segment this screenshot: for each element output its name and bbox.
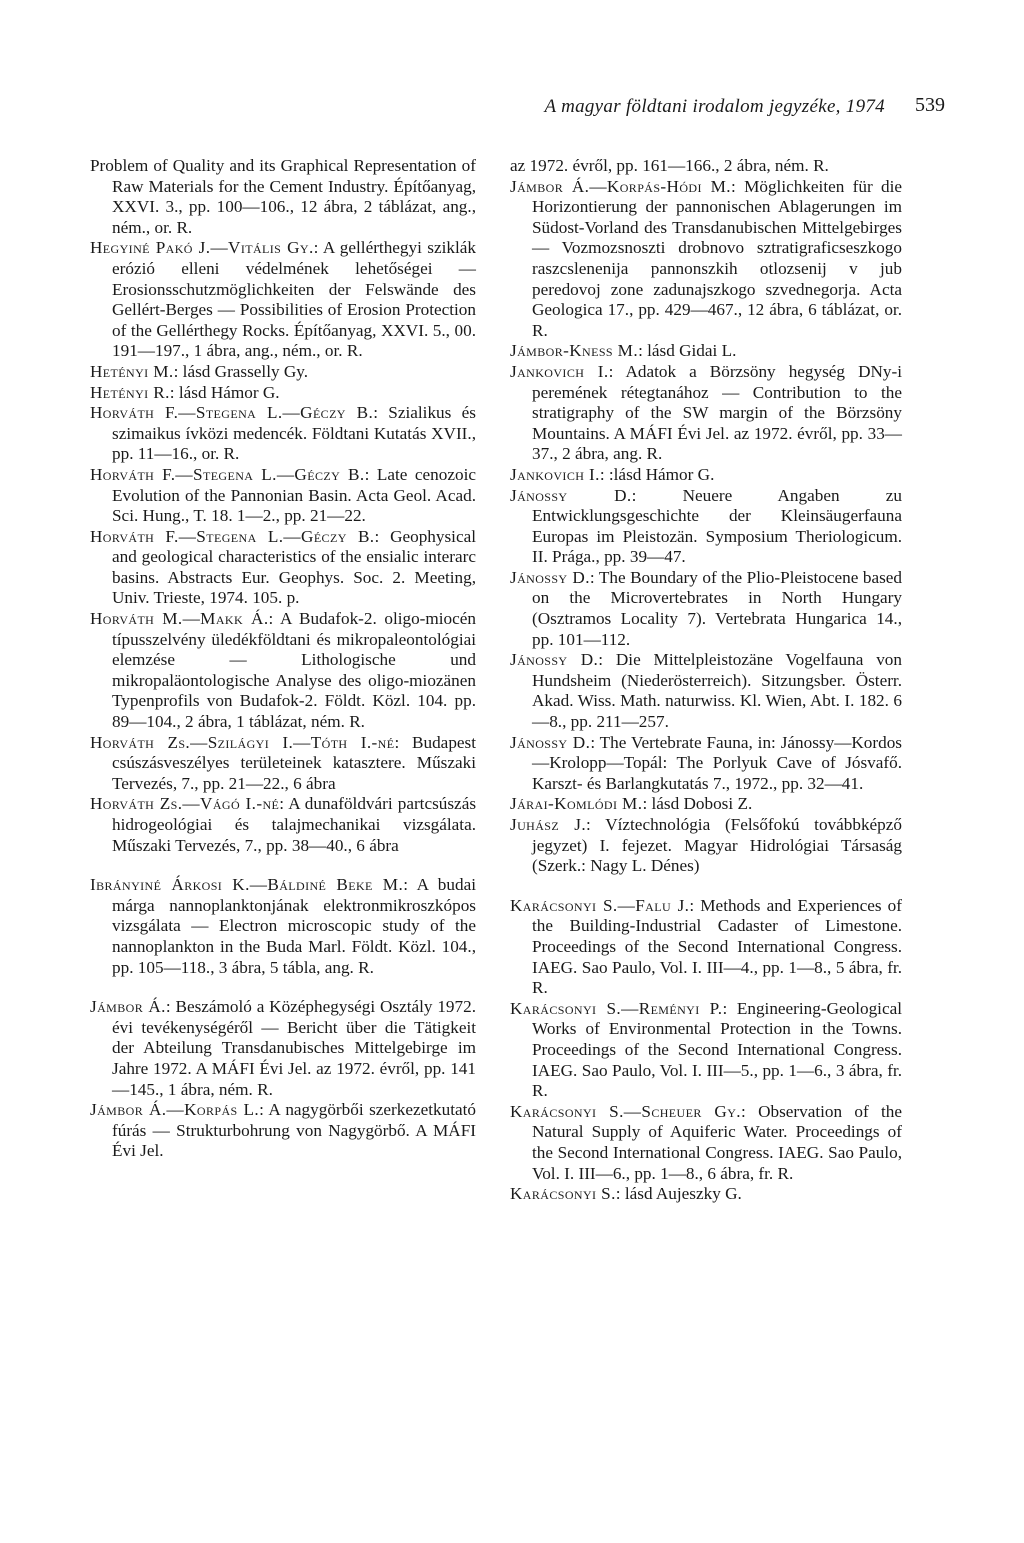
entry-text: : lásd Dobosi Z. <box>642 794 753 814</box>
bibliography-entry <box>90 238 476 362</box>
bibliography-entry <box>90 362 476 383</box>
entry-text: : The Vertebrate Fauna, in: Jánossy—Kordos—Krolopp—Topál: The Porlyuk Cave of Jósvafő. Karszt- és Barlangkutatás 7., 1972., pp. 32—41. <box>532 732 902 793</box>
entry-text: : lásd Aujeszky G. <box>615 1184 742 1204</box>
entry-author: Jánossy D. <box>510 567 590 587</box>
entry-text: : Observation of the Natural Supply of Aquiferic Water. Proceedings of the Second International Congress. IAEG. Sao Paulo, Vol. I. III—6., pp. 1—8., 6 ábra, fr. R. <box>532 1101 902 1183</box>
bibliography-entry <box>510 733 902 795</box>
entry-text: : Möglichkeiten für die Horizontierung der pannonischen Ablagerungen im Südost-Vorland des Transdanubischen Mittelgebirges — Vozmozsnoszti drobnovo sztratigraficseszkogo raszcslenenija pannonszkih otlozsenij v jub peredovoj zone zadunajszkogo szvednegorja. Acta Geologica 17., pp. 429—467., 12 ábra, 6 táblázat, or. R. <box>532 176 902 340</box>
entry-author: Horváth M.—Makk Á. <box>90 609 269 629</box>
entry-author: Jámbor-Kness M. <box>510 341 639 361</box>
entry-author: Jánossy D. <box>510 650 599 670</box>
entry-text: : Geophysical and geological characteristics of the ensialic interarc basins. Abstracts Eur. Geophys. Soc. 2. Meeting, Univ. Trieste, 1974. 105. p. <box>112 526 476 608</box>
bibliography-entry <box>510 465 902 486</box>
entry-author: Ibrányiné Árkosi K.—Báldiné Beke M. <box>90 875 404 895</box>
entry-text: : The Boundary of the Plio-Pleistocene based on the Microvertebrates in North Hungary (Osztramos Locality 7). Vertebrata Hungarica 14., pp. 101—112. <box>532 567 902 649</box>
entry-author: Horváth F.—Stegena L.—Géczy B. <box>90 403 374 423</box>
entry-author: Hegyiné Pakó J.—Vitális Gy. <box>90 238 314 258</box>
entry-text: : A nagygörbői szerkezetkutató fúrás — Strukturbohrung von Nagygörbő. A MÁFI Évi Jel. <box>112 1100 476 1161</box>
entry-text: : A dunaföldvári partcsúszás hidrogeológiai és talajmechanikai vizsgálata. Műszaki Tervezés, 7., pp. 38—40., 6 ábra <box>112 794 477 855</box>
bibliography-entry <box>510 896 902 999</box>
entry-author: Jankovich I. <box>510 361 609 381</box>
entry-text: : Die Mittelpleistozäne Vogelfauna von Hundsheim (Niederösterreich). Sitzungsber. Österr. Akad. Wiss. Math. naturwiss. Kl. Wien, Abt. I. 182. 6—8., pp. 211—257. <box>532 650 902 732</box>
bibliography-entry <box>510 156 902 177</box>
entry-text: : :lásd Hámor G. <box>599 464 715 484</box>
bibliography-entry <box>510 486 902 568</box>
entry-author: Horváth Zs.—Szilágyi I.—Tóth I.-né <box>90 732 395 752</box>
bibliography-entry <box>510 650 902 732</box>
entry-author: Horváth Zs.—Vágó I.-né <box>90 794 280 814</box>
entry-text: : lásd Grasselly Gy. <box>173 361 309 381</box>
bibliography-entry <box>90 1100 476 1162</box>
bibliography-entry <box>90 794 476 856</box>
bibliography-entry <box>90 733 476 795</box>
entry-text: Problem of Quality and its Graphical Representation of Raw Materials for the Cement Industry. Építőanyag, XXVI. 3., pp. 100—106., 12 ábra, 2 táblázat, ang., ném., or. R. <box>90 156 476 237</box>
bibliography-entry <box>90 875 476 978</box>
bibliography-entry <box>510 362 902 465</box>
entry-text: : Beszámoló a Középhegységi Osztály 1972. évi tevékenységéről — Bericht über die Tätigkeit der Abteilung Transdanubisches Mittelgebirge im Jahre 1972. A MÁFI Évi Jel. az 1972. évről, pp. 141—145., 1 ábra, ném. R. <box>112 997 476 1099</box>
entry-text: : Víztechnológia (Felsőfokú továbbképző jegyzet) I. fejezet. Magyar Hidrológiai Társaság (Szerk.: Nagy L. Dénes) <box>532 815 902 876</box>
entry-author: Karácsonyi S.—Scheuer Gy. <box>510 1101 741 1121</box>
bibliography-entry <box>90 465 476 527</box>
entry-text: az 1972. évről, pp. 161—166., 2 ábra, ném. R. <box>510 156 829 175</box>
entry-text: : Neuere Angaben zu Entwicklungsgeschichte der Kleinsäugerfauna Europas im Pleistozän. Symposium Theriologicum. II. Prága., pp. 39—47. <box>532 485 902 567</box>
running-title: A magyar földtani irodalom jegyzéke, 1974 <box>544 96 885 117</box>
entry-author: Karácsonyi S.—Reményi P. <box>510 998 723 1018</box>
entry-text: : A Budafok-2. oligo-miocén típusszelvény üledékföldtani és mikropaleontológiai elemzése — Lithologische und mikropaläontologische Analyse des oligo-miozänen Typenprofils von Budafok-2. Földt. Közl. 104. pp. 89—104., 2 ábra, 1 táblázat, ném. R. <box>112 609 476 732</box>
entry-text: : A gellérthegyi sziklák erózió elleni védelmének lehetőségei — Erosionsschutzmöglichkeiten der Felswände des Gellért-Berges — Possibilities of Erosion Protection of the Gellérthegy Rocks. Építőanyag, XXVI. 5., 00. 191—197., 1 ábra, ang., ném., or. R. <box>112 238 476 361</box>
bibliography-entry <box>510 1102 902 1184</box>
entry-author: Karácsonyi S.—Falu J. <box>510 895 690 915</box>
right-column <box>510 156 902 1205</box>
bibliography-entry <box>90 403 476 465</box>
page-number: 539 <box>915 94 945 116</box>
bibliography-entry <box>90 609 476 733</box>
entry-text: : lásd Gidai L. <box>638 341 737 361</box>
entry-text: : Engineering-Geological Works of Environmental Protection in the Towns. Proceedings of the Second International Congress. IAEG. Sao Paulo, Vol. I. III—5., pp. 1—6., 3 ábra, fr. R. <box>532 998 902 1101</box>
bibliography-entry <box>90 997 476 1100</box>
page-header <box>90 94 945 124</box>
entry-author: Hetényi R. <box>90 382 170 402</box>
bibliography-entry <box>90 383 476 404</box>
entry-author: Horváth F.—Stegena L.—Géczy B. <box>90 464 365 484</box>
entry-author: Horváth F.—Stegena L.—Géczy B. <box>90 526 375 546</box>
entry-author: Jankovich I. <box>510 464 600 484</box>
entry-author: Karácsonyi S. <box>510 1184 616 1204</box>
entry-author: Járai-Komlódi M. <box>510 794 643 814</box>
entry-author: Juhász J. <box>510 815 587 834</box>
entry-text: : lásd Hámor G. <box>169 382 280 402</box>
entry-author: Hetényi M. <box>90 361 174 381</box>
entry-author: Jánossy D. <box>510 732 591 752</box>
entry-text: : Szialikus és szimaikus ívközi medencék. Földtani Kutatás XVII., pp. 11—16., or. R. <box>112 403 476 464</box>
entry-text: : Methods and Experiences of the Building-Industrial Cadaster of Limestone. Proceedings of the Second International Congress. IAEG. Sao Paulo, Vol. I. III—4., pp. 1—8., 5 ábra, fr. R. <box>532 895 902 998</box>
entry-author: Jánossy D. <box>510 485 632 505</box>
entry-author: Jámbor Á.—Korpás L. <box>90 1100 260 1120</box>
entry-text: : Budapest csúszásveszélyes területeinek katasztere. Műszaki Tervezés, 7., pp. 21—22., 6 ábra <box>112 732 476 793</box>
bibliography-entry <box>510 177 902 342</box>
left-column <box>90 156 476 1162</box>
bibliography-entry <box>510 568 902 650</box>
bibliography-entry <box>510 794 902 815</box>
bibliography-entry <box>90 156 476 238</box>
bibliography-entry <box>90 527 476 609</box>
entry-text: : Adatok a Börzsöny hegység DNy-i peremének rétegtanához — Contribution to the stratigraphy of the SW margin of the Börzsöny Mountains. A MÁFI Évi Jel. az 1972. évről, pp. 33—37., 2 ábra, ang. R. <box>532 361 902 464</box>
bibliography-entry <box>510 999 902 1102</box>
bibliography-entry <box>510 815 902 877</box>
entry-author: Jámbor Á.—Korpás-Hódi M. <box>510 176 731 196</box>
entry-text: : A budai márga nannoplanktonjának elektronmikroszkópos vizsgálata — Electron microscopic study of the nannoplankton in the Buda Marl. Földt. Közl. 104., pp. 105—118., 3 ábra, 5 tábla, ang. R. <box>112 875 476 977</box>
entry-text: : Late cenozoic Evolution of the Pannonian Basin. Acta Geol. Acad. Sci. Hung., T. 18. 1—2., pp. 21—22. <box>112 464 476 526</box>
entry-author: Jámbor Á. <box>90 997 166 1017</box>
bibliography-entry <box>510 1184 902 1205</box>
bibliography-entry <box>510 341 902 362</box>
